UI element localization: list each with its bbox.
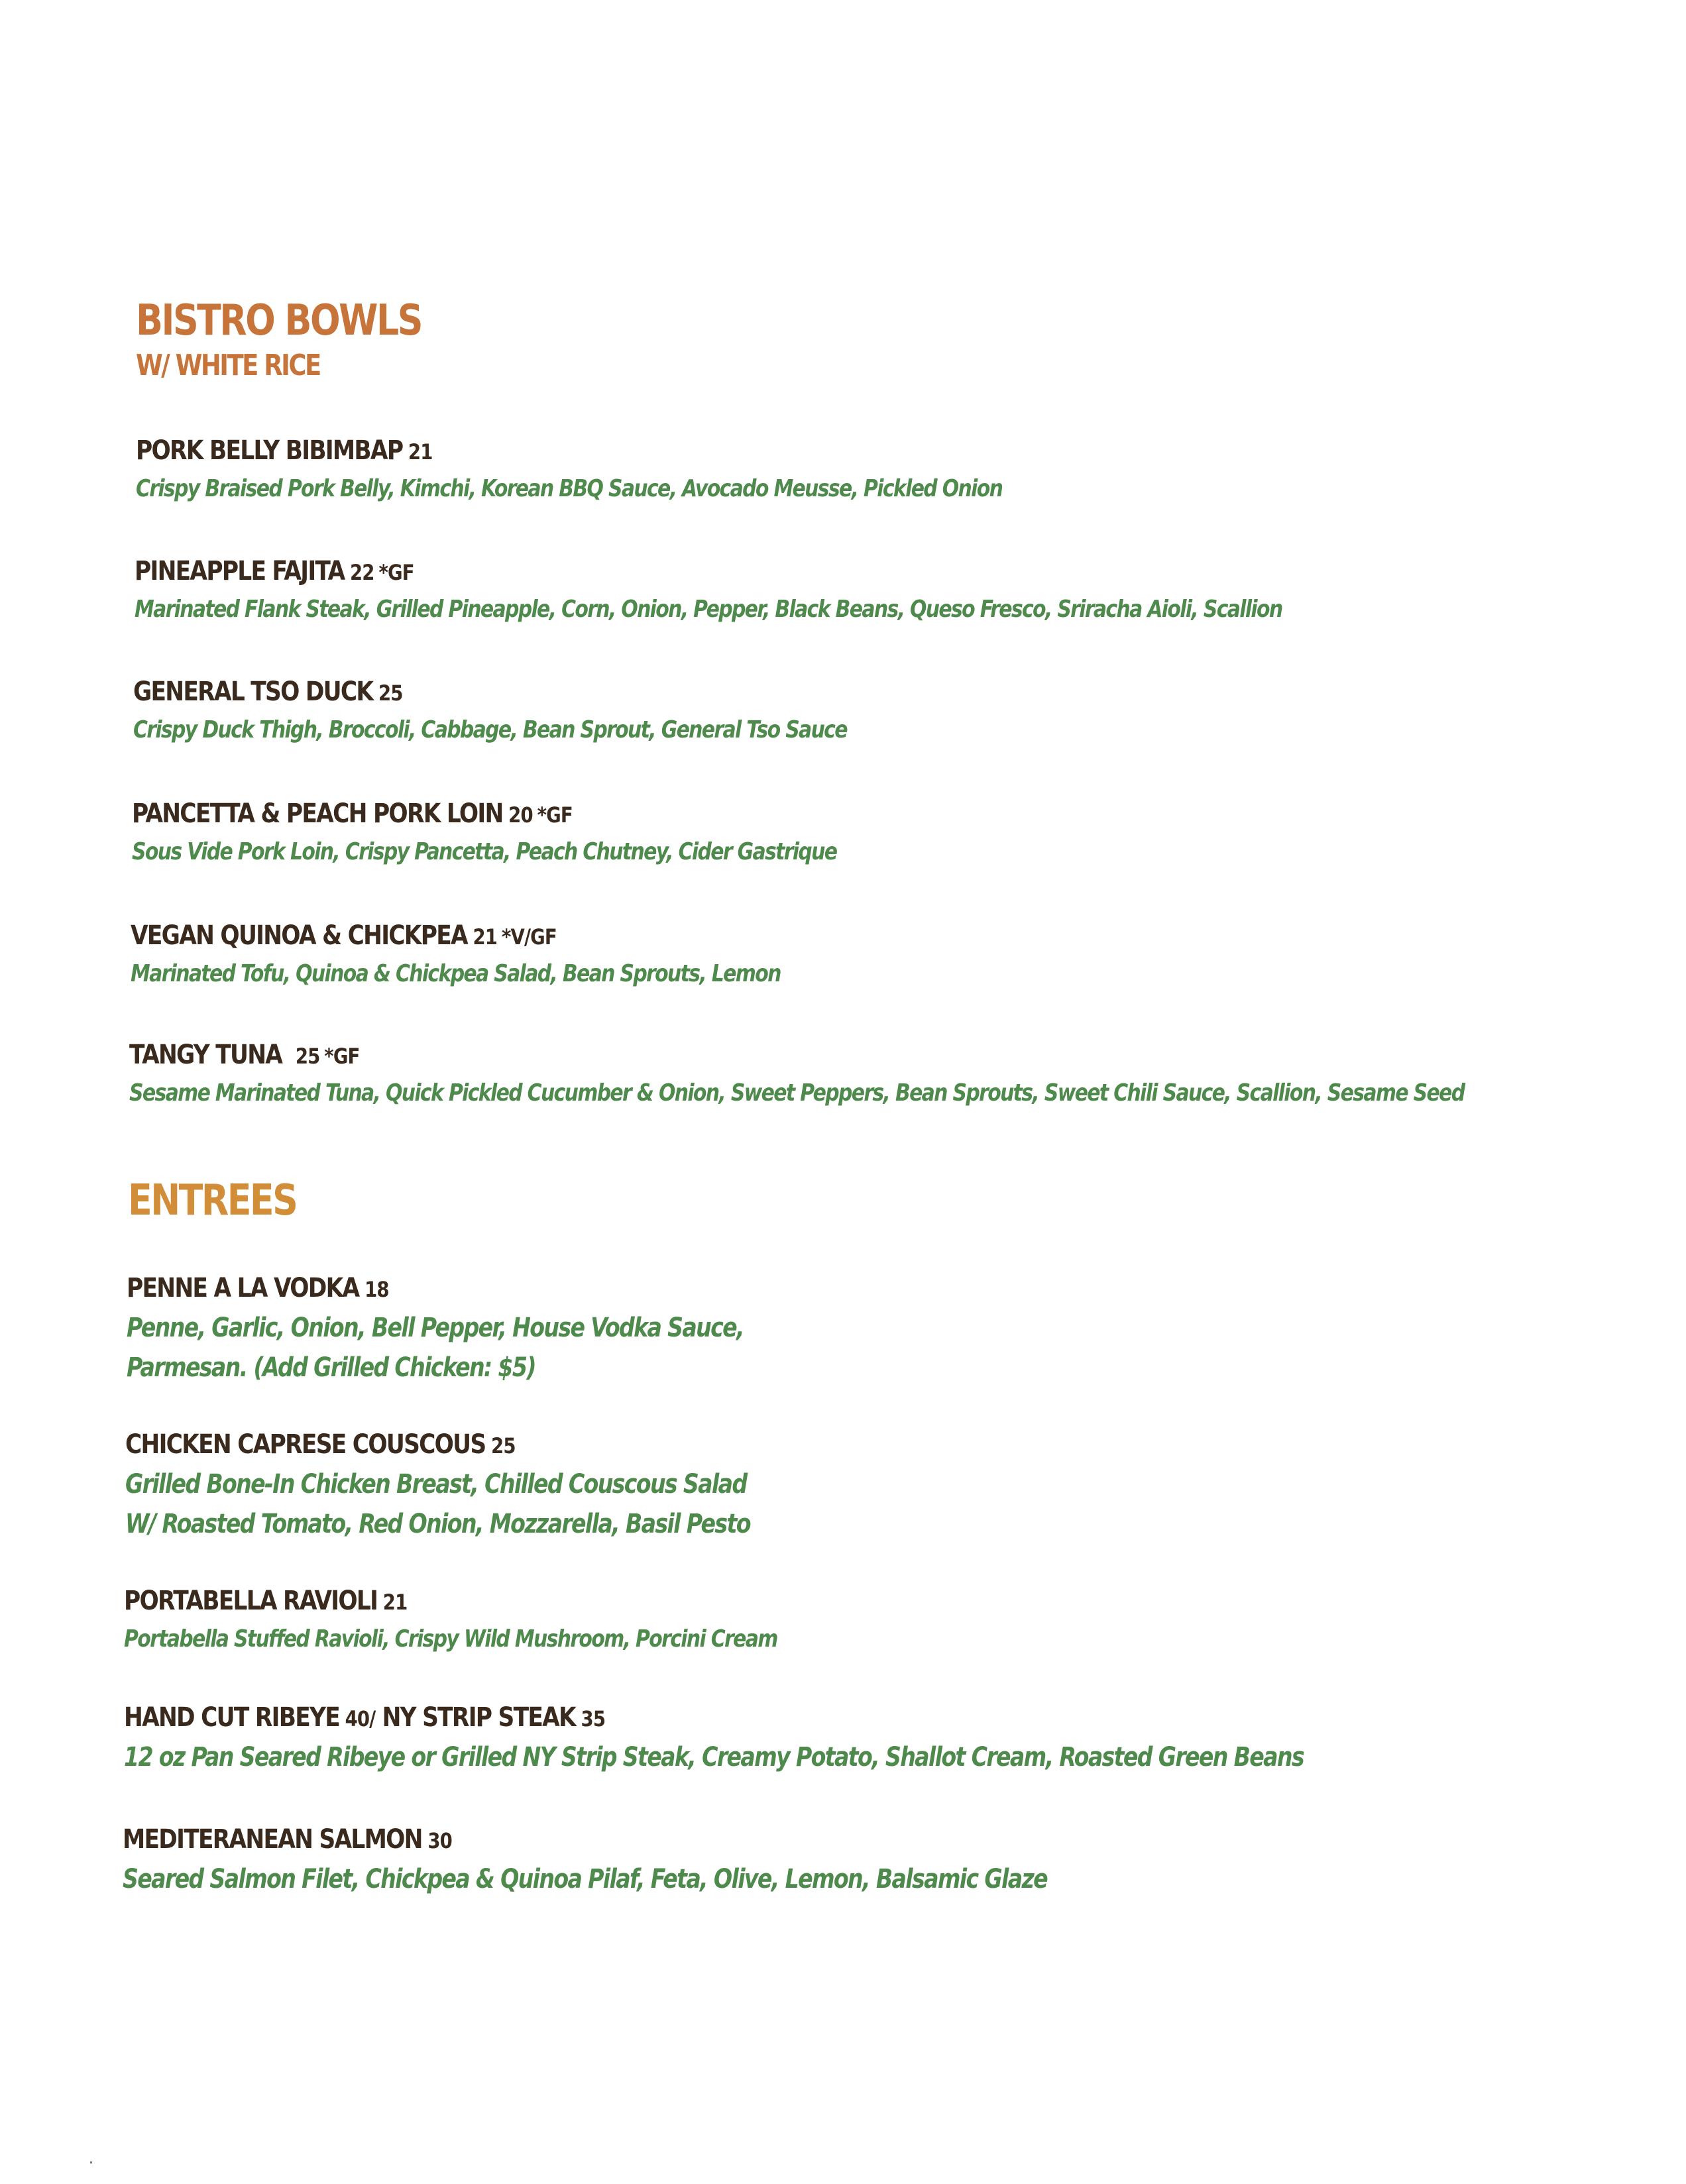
item-name: MEDITERANEAN SALMON (123, 1824, 422, 1855)
menu-item-mediteranean-salmon (123, 1826, 1237, 1892)
item-price: 25 (491, 1433, 516, 1458)
menu-item-tangy-tuna (129, 1042, 1686, 1105)
item-price-secondary: 35 (581, 1706, 606, 1731)
item-price: 30 (427, 1828, 452, 1853)
item-heading (131, 922, 804, 949)
section-subtitle-white-rice: W/ WHITE RICE (136, 349, 320, 382)
item-name: PANCETTA & PEACH PORK LOIN (132, 798, 503, 829)
item-description-line: Grilled Bone-In Chicken Breast, Chilled Couscous Salad (125, 1469, 747, 1500)
item-price: 21 (408, 439, 433, 464)
item-heading (124, 1588, 801, 1614)
item-description-line: Penne, Garlic, Onion, Bell Pepper, House Vodka Sauce, (127, 1313, 744, 1343)
item-description: Sesame Marinated Tuna, Quick Pickled Cucumber & Onion, Sweet Peppers, Bean Sprouts, Sweet Chili Sauce, Scallion, Sesame Seed (129, 1079, 1465, 1107)
item-heading (124, 1704, 1346, 1731)
item-name: VEGAN QUINOA & CHICKPEA (131, 920, 467, 951)
menu-item-pancetta-peach-pork-loin (132, 800, 981, 864)
item-name-secondary: NY STRIP STEAK (382, 1702, 575, 1733)
item-name: PORTABELLA RAVIOLI (124, 1586, 378, 1616)
bistro-bowls-header (136, 296, 476, 382)
menu-item-pork-belly-bibimbap (136, 437, 1180, 501)
item-name: GENERAL TSO DUCK (133, 677, 373, 707)
item-heading (129, 1042, 1512, 1068)
item-heading (135, 558, 1323, 584)
item-description: 12 oz Pan Seared Ribeye or Grilled NY Strip Steak, Creamy Potato, Shallot Cream, Roasted Green Beans (124, 1742, 1304, 1773)
item-description: Portabella Stuffed Ravioli, Crispy Wild Mushroom, Porcini Cream (124, 1625, 777, 1653)
item-heading (127, 1275, 766, 1301)
item-heading (132, 800, 862, 827)
item-diet-tag: *V/GF (501, 924, 557, 950)
item-description: Marinated Tofu, Quinoa & Chickpea Salad, Bean Sprouts, Lemon (131, 960, 781, 987)
menu-item-vegan-quinoa-chickpea (131, 922, 914, 986)
item-price: 25 (295, 1044, 320, 1069)
item-description: Marinated Flank Steak, Grilled Pineapple, Corn, Onion, Pepper, Black Beans, Queso Fresco, Sriracha Aioli, Scallion (135, 596, 1282, 623)
item-price: 21 (382, 1590, 408, 1615)
menu-item-general-tso-duck (133, 679, 993, 742)
menu-item-pineapple-fajita (135, 558, 1517, 622)
menu-item-hand-cut-ribeye-ny-strip (124, 1704, 1546, 1771)
item-description: Crispy Duck Thigh, Broccoli, Cabbage, Bean Sprout, General Tso Sauce (133, 716, 847, 743)
menu-item-penne-a-la-vodka (127, 1275, 870, 1381)
item-name: CHICKEN CAPRESE COUSCOUS (125, 1429, 486, 1460)
item-name: PINEAPPLE FAJITA (135, 556, 345, 586)
item-price: 18 (365, 1277, 389, 1302)
item-heading (125, 1431, 773, 1458)
item-name: HAND CUT RIBEYE (124, 1702, 339, 1733)
item-price: 40/ (345, 1706, 376, 1731)
item-price: 22 (350, 560, 374, 585)
item-description-line: Parmesan. (Add Grilled Chicken: $5) (127, 1352, 535, 1383)
item-description: Sous Vide Pork Loin, Crispy Pancetta, Peach Chutney, Cider Gastrique (132, 838, 837, 865)
item-description: Crispy Braised Pork Belly, Kimchi, Korean BBQ Sauce, Avocado Meusse, Pickled Onion (136, 475, 1003, 502)
menu-item-portabella-ravioli (124, 1588, 911, 1651)
item-description: Seared Salmon Filet, Chickpea & Quinoa Pilaf, Feta, Olive, Lemon, Balsamic Glaze (123, 1864, 1047, 1894)
item-diet-tag: *GF (537, 802, 573, 828)
entrees-header (128, 1176, 329, 1225)
item-heading (133, 679, 873, 705)
section-title-bistro-bowls: BISTRO BOWLS (136, 296, 422, 345)
item-diet-tag: *GF (378, 560, 414, 585)
item-price: 25 (378, 681, 403, 706)
item-price: 21 (473, 924, 498, 950)
item-name: PORK BELLY BIBIMBAP (136, 435, 403, 466)
item-price: 20 (508, 802, 533, 828)
item-name: TANGY TUNA (129, 1040, 282, 1070)
menu-item-chicken-caprese-couscous (125, 1431, 878, 1537)
scan-artifact-dot (90, 2161, 92, 2163)
item-heading (123, 1826, 1080, 1853)
item-name: PENNE A LA VODKA (127, 1273, 359, 1303)
section-title-entrees: ENTREES (128, 1176, 297, 1225)
item-description-line: W/ Roasted Tomato, Red Onion, Mozzarella, Basil Pesto (125, 1509, 750, 1539)
item-diet-tag: *GF (324, 1044, 360, 1069)
item-heading (136, 437, 1033, 464)
